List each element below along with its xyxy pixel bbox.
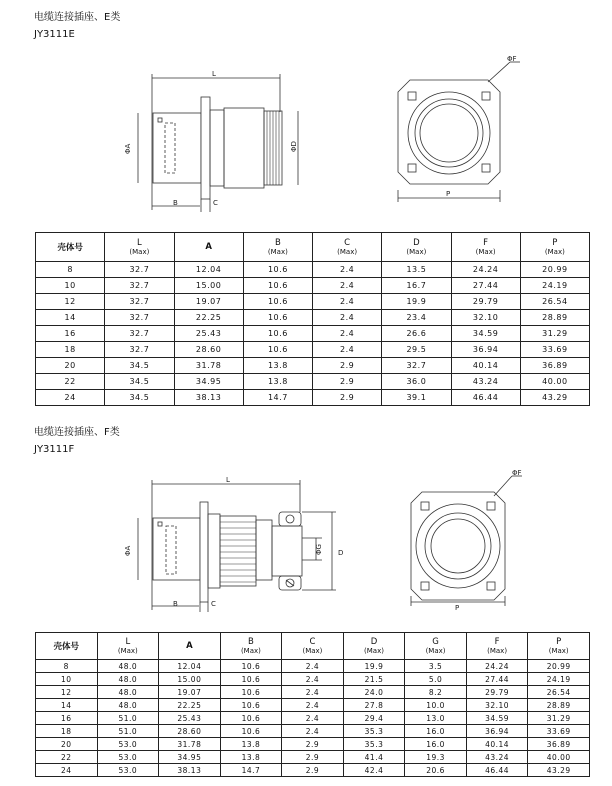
table-header-row — [36, 633, 590, 660]
table-row — [36, 310, 590, 326]
table-cell: 24.19 — [520, 278, 589, 294]
table-header-row — [36, 233, 590, 262]
table-cell: 20 — [36, 738, 98, 751]
table-cell: 22 — [36, 751, 98, 764]
table-cell: 2.4 — [282, 712, 344, 725]
table-cell: 2.4 — [313, 294, 382, 310]
table-cell: 18 — [36, 342, 105, 358]
table-cell: 41.4 — [343, 751, 405, 764]
table-cell: 10.6 — [243, 310, 312, 326]
section-f-table — [35, 632, 590, 777]
table-cell: 48.0 — [97, 660, 159, 673]
table-cell: 29.4 — [343, 712, 405, 725]
table-cell: 2.9 — [282, 764, 344, 777]
table-cell: 36.94 — [466, 725, 528, 738]
table-cell: 2.9 — [313, 390, 382, 406]
table-cell: 28.89 — [520, 310, 589, 326]
column-header-unit: (Max) — [406, 247, 427, 256]
table-cell: 2.9 — [313, 358, 382, 374]
table-row — [36, 751, 590, 764]
table-cell: 26.6 — [382, 326, 451, 342]
e-dim-p: P — [446, 190, 451, 198]
table-cell: 13.0 — [405, 712, 467, 725]
table-cell: 23.4 — [382, 310, 451, 326]
table-cell: 10.6 — [220, 699, 282, 712]
table-cell: 8 — [36, 660, 98, 673]
table-cell: 43.29 — [528, 764, 590, 777]
column-header-unit: (Max) — [129, 247, 150, 256]
table-cell: 15.00 — [159, 673, 221, 686]
f-dim-b: B — [173, 600, 178, 608]
column-header — [313, 233, 382, 262]
table-cell: 10.6 — [243, 294, 312, 310]
e-dim-d: ΦD — [290, 141, 298, 152]
table-cell: 8.2 — [405, 686, 467, 699]
table-cell: 31.29 — [520, 326, 589, 342]
column-header — [105, 233, 174, 262]
table-cell: 2.9 — [282, 738, 344, 751]
table-cell: 10 — [36, 278, 105, 294]
table-cell: 27.44 — [451, 278, 520, 294]
table-cell: 2.4 — [282, 699, 344, 712]
e-dim-f: ΦF — [507, 55, 517, 63]
table-cell: 48.0 — [97, 699, 159, 712]
column-header-label: B — [274, 237, 281, 248]
table-cell: 32.7 — [105, 310, 174, 326]
table-cell: 36.89 — [528, 738, 590, 751]
table-cell: 19.9 — [343, 660, 405, 673]
table-row — [36, 390, 590, 406]
table-cell: 16.7 — [382, 278, 451, 294]
column-header-unit: (Max) — [487, 646, 508, 655]
table-cell: 10.6 — [220, 686, 282, 699]
table-cell: 22.25 — [159, 699, 221, 712]
column-header-label: L — [125, 636, 131, 647]
f-front-view — [411, 476, 522, 606]
table-cell: 19.3 — [405, 751, 467, 764]
f-dim-p: P — [455, 604, 460, 612]
table-cell: 32.7 — [105, 278, 174, 294]
table-cell: 24.19 — [528, 673, 590, 686]
table-cell: 10.6 — [243, 262, 312, 278]
table-cell: 19.07 — [159, 686, 221, 699]
table-cell: 13.8 — [243, 374, 312, 390]
table-row — [36, 326, 590, 342]
table-cell: 27.44 — [466, 673, 528, 686]
column-header — [220, 633, 282, 660]
table-cell: 3.5 — [405, 660, 467, 673]
table-cell: 31.78 — [174, 358, 243, 374]
table-cell: 2.4 — [313, 326, 382, 342]
table-cell: 10.6 — [243, 342, 312, 358]
f-side-view — [138, 480, 336, 612]
section-f-model: JY3111F — [34, 444, 75, 455]
column-header-label: A — [186, 641, 193, 651]
table-cell: 28.60 — [174, 342, 243, 358]
column-header — [282, 633, 344, 660]
table-cell: 36.94 — [451, 342, 520, 358]
column-header-label: C — [344, 237, 351, 248]
table-cell: 19.9 — [382, 294, 451, 310]
table-cell: 33.69 — [520, 342, 589, 358]
table-cell: 53.0 — [97, 751, 159, 764]
column-header-unit: (Max) — [267, 247, 288, 256]
table-cell: 15.00 — [174, 278, 243, 294]
table-cell: 20.6 — [405, 764, 467, 777]
table-cell: 53.0 — [97, 738, 159, 751]
table-cell: 42.4 — [343, 764, 405, 777]
column-header — [405, 633, 467, 660]
table-cell: 46.44 — [451, 390, 520, 406]
table-cell: 18 — [36, 725, 98, 738]
column-header — [159, 633, 221, 660]
table-cell: 10.6 — [243, 326, 312, 342]
table-row — [36, 358, 590, 374]
e-dim-b: B — [173, 199, 178, 207]
table-cell: 12 — [36, 686, 98, 699]
table-cell: 5.0 — [405, 673, 467, 686]
table-cell: 16.0 — [405, 738, 467, 751]
table-cell: 10.6 — [220, 725, 282, 738]
column-header-unit: (Max) — [548, 646, 569, 655]
column-header-label: B — [247, 636, 254, 647]
table-cell: 2.4 — [313, 262, 382, 278]
section-e-title: 电缆连接插座、E类 — [34, 12, 121, 23]
table-cell: 10.6 — [220, 660, 282, 673]
f-dim-d: D — [338, 549, 344, 557]
column-header-label: F — [483, 237, 489, 248]
table-cell: 33.69 — [528, 725, 590, 738]
table-cell: 14.7 — [243, 390, 312, 406]
table-cell: 32.7 — [105, 326, 174, 342]
table-cell: 10.6 — [243, 278, 312, 294]
table-cell: 31.29 — [528, 712, 590, 725]
table-cell: 25.43 — [159, 712, 221, 725]
table-cell: 24.0 — [343, 686, 405, 699]
e-front-view — [398, 62, 520, 202]
column-header — [243, 233, 312, 262]
table-cell: 10.6 — [220, 673, 282, 686]
f-dim-c: C — [211, 600, 216, 608]
table-cell: 24.24 — [466, 660, 528, 673]
table-row — [36, 294, 590, 310]
table-cell: 14 — [36, 310, 105, 326]
section-e-drawing — [0, 0, 612, 225]
table-cell: 12.04 — [174, 262, 243, 278]
f-dim-a: ΦA — [124, 545, 132, 556]
column-header-label: L — [137, 237, 142, 248]
table-cell: 2.4 — [282, 660, 344, 673]
table-cell: 40.00 — [520, 374, 589, 390]
table-cell: 10.6 — [220, 712, 282, 725]
table-cell: 24 — [36, 390, 105, 406]
column-header — [451, 233, 520, 262]
table-cell: 34.95 — [159, 751, 221, 764]
table-cell: 38.13 — [159, 764, 221, 777]
column-header — [343, 633, 405, 660]
table-cell: 2.4 — [313, 310, 382, 326]
table-row — [36, 764, 590, 777]
column-header-label: 壳体号 — [53, 642, 80, 652]
table-cell: 36.0 — [382, 374, 451, 390]
column-header — [36, 233, 105, 262]
table-cell: 40.00 — [528, 751, 590, 764]
column-header-label: D — [370, 636, 378, 647]
table-cell: 32.7 — [105, 342, 174, 358]
column-header-unit: (Max) — [364, 646, 384, 655]
table-cell: 12 — [36, 294, 105, 310]
column-header-unit: (Max) — [240, 646, 261, 655]
table-cell: 39.1 — [382, 390, 451, 406]
table-cell: 29.79 — [451, 294, 520, 310]
column-header — [528, 633, 590, 660]
table-cell: 46.44 — [466, 764, 528, 777]
table-row — [36, 699, 590, 712]
column-header — [466, 633, 528, 660]
table-row — [36, 673, 590, 686]
table-cell: 32.10 — [466, 699, 528, 712]
column-header — [174, 233, 243, 262]
table-cell: 53.0 — [97, 764, 159, 777]
table-row — [36, 712, 590, 725]
table-cell: 21.5 — [343, 673, 405, 686]
column-header-label: D — [413, 237, 420, 248]
table-cell: 20.99 — [520, 262, 589, 278]
table-cell: 14.7 — [220, 764, 282, 777]
table-cell: 2.4 — [313, 342, 382, 358]
column-header-unit: (Max) — [425, 646, 446, 655]
table-cell: 16.0 — [405, 725, 467, 738]
table-cell: 51.0 — [97, 725, 159, 738]
section-f-title: 电缆连接插座、F类 — [34, 427, 120, 438]
table-cell: 13.8 — [243, 358, 312, 374]
table-cell: 2.4 — [282, 673, 344, 686]
column-header — [36, 633, 98, 660]
table-cell: 12.04 — [159, 660, 221, 673]
e-side-view — [138, 74, 298, 212]
f-dim-l: L — [226, 476, 230, 484]
table-cell: 8 — [36, 262, 105, 278]
table-cell: 34.59 — [451, 326, 520, 342]
table-cell: 10.0 — [405, 699, 467, 712]
table-cell: 48.0 — [97, 686, 159, 699]
table-cell: 40.14 — [466, 738, 528, 751]
table-cell: 20.99 — [528, 660, 590, 673]
table-cell: 2.4 — [313, 278, 382, 294]
table-cell: 20 — [36, 358, 105, 374]
column-header-label: G — [432, 636, 439, 647]
table-cell: 22.25 — [174, 310, 243, 326]
table-cell: 16 — [36, 326, 105, 342]
table-cell: 48.0 — [97, 673, 159, 686]
table-cell: 2.9 — [282, 751, 344, 764]
table-cell: 26.54 — [520, 294, 589, 310]
column-header-label: F — [494, 636, 500, 647]
table-cell: 28.60 — [159, 725, 221, 738]
column-header-unit: (Max) — [117, 646, 138, 655]
table-cell: 43.24 — [451, 374, 520, 390]
table-row — [36, 738, 590, 751]
table-cell: 16 — [36, 712, 98, 725]
f-dim-g: ΦG — [315, 544, 323, 555]
table-cell: 13.8 — [220, 751, 282, 764]
table-cell: 19.07 — [174, 294, 243, 310]
table-row — [36, 374, 590, 390]
column-header-label: 壳体号 — [57, 243, 83, 253]
table-cell: 29.5 — [382, 342, 451, 358]
table-cell: 22 — [36, 374, 105, 390]
column-header-label: P — [556, 636, 562, 647]
column-header-unit: (Max) — [544, 247, 565, 256]
table-cell: 2.4 — [282, 686, 344, 699]
section-f-drawing — [0, 460, 612, 630]
table-cell: 43.24 — [466, 751, 528, 764]
table-cell: 34.95 — [174, 374, 243, 390]
table-row — [36, 262, 590, 278]
table-cell: 32.10 — [451, 310, 520, 326]
section-e-table — [35, 232, 590, 406]
table-cell: 32.7 — [105, 294, 174, 310]
e-dim-a: ΦA — [124, 143, 132, 154]
table-cell: 13.8 — [220, 738, 282, 751]
table-cell: 34.5 — [105, 390, 174, 406]
table-cell: 14 — [36, 699, 98, 712]
table-cell: 51.0 — [97, 712, 159, 725]
table-row — [36, 342, 590, 358]
table-cell: 32.7 — [105, 262, 174, 278]
table-cell: 24 — [36, 764, 98, 777]
table-cell: 32.7 — [382, 358, 451, 374]
table-cell: 34.5 — [105, 374, 174, 390]
e-dim-c: C — [213, 199, 218, 207]
section-e-model: JY3111E — [34, 29, 75, 40]
column-header — [97, 633, 159, 660]
table-cell: 28.89 — [528, 699, 590, 712]
column-header-label: A — [205, 242, 212, 252]
column-header-unit: (Max) — [475, 247, 496, 256]
column-header — [520, 233, 589, 262]
table-cell: 29.79 — [466, 686, 528, 699]
table-cell: 43.29 — [520, 390, 589, 406]
table-cell: 40.14 — [451, 358, 520, 374]
table-cell: 34.59 — [466, 712, 528, 725]
table-cell: 35.3 — [343, 738, 405, 751]
column-header-unit: (Max) — [337, 247, 358, 256]
table-cell: 13.5 — [382, 262, 451, 278]
table-row — [36, 686, 590, 699]
table-cell: 31.78 — [159, 738, 221, 751]
e-dim-l: L — [212, 70, 216, 78]
table-cell: 35.3 — [343, 725, 405, 738]
table-cell: 10 — [36, 673, 98, 686]
table-cell: 34.5 — [105, 358, 174, 374]
column-header-unit: (Max) — [302, 646, 323, 655]
f-dim-f: ΦF — [512, 469, 522, 477]
table-cell: 38.13 — [174, 390, 243, 406]
table-row — [36, 725, 590, 738]
column-header-label: C — [309, 636, 316, 647]
column-header — [382, 233, 451, 262]
table-cell: 26.54 — [528, 686, 590, 699]
table-cell: 27.8 — [343, 699, 405, 712]
column-header-label: P — [552, 237, 558, 248]
table-cell: 25.43 — [174, 326, 243, 342]
table-cell: 2.9 — [313, 374, 382, 390]
table-cell: 2.4 — [282, 725, 344, 738]
table-cell: 24.24 — [451, 262, 520, 278]
table-row — [36, 278, 590, 294]
table-row — [36, 660, 590, 673]
table-cell: 36.89 — [520, 358, 589, 374]
